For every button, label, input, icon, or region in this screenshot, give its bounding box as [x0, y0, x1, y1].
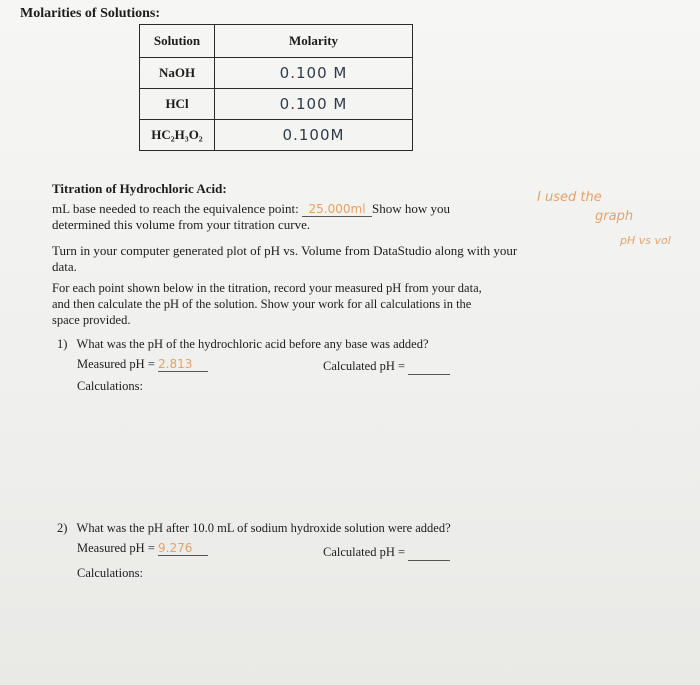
table-header-row: [140, 25, 413, 58]
determined-line: determined this volume from your titration curve.: [52, 217, 311, 232]
measured-ph-value[interactable]: 9.276: [158, 541, 208, 556]
q2-measured: [77, 541, 208, 556]
margin-note-graph: graph: [595, 209, 634, 224]
equivalence-prompt: mL base needed to reach the equivalence point:: [52, 201, 299, 216]
record-instruction-1: For each point shown below in the titration, record your measured pH from your data,: [52, 281, 482, 295]
question-number: 2): [57, 521, 68, 535]
q1-calculated: [323, 359, 450, 375]
question-text: What was the pH of the hydrochloric acid before any base was added?: [76, 337, 429, 351]
header-solution: Solution: [140, 25, 215, 58]
margin-note-used: I used the: [537, 190, 602, 205]
molarities-heading: Molarities of Solutions:: [20, 6, 160, 21]
q2-calculations-label: Calculations:: [77, 566, 143, 580]
q1-measured: [77, 357, 208, 372]
equivalence-volume-answer[interactable]: 25.000ml: [302, 202, 372, 217]
titration-title: Titration of Hydrochloric Acid:: [52, 181, 227, 196]
molarity-table: [139, 24, 413, 151]
solution-cell: HC₂H₃O₂: [140, 120, 215, 151]
question-1: [57, 337, 429, 352]
table-row: [140, 89, 413, 120]
molarity-cell[interactable]: 0.100M: [215, 120, 413, 151]
plot-instruction-1: Turn in your computer generated plot of pH vs. Volume from DataStudio along with your: [52, 243, 518, 258]
calculated-ph-label: Calculated pH =: [323, 359, 406, 373]
measured-ph-value[interactable]: 2.813: [158, 357, 208, 372]
molarity-cell[interactable]: 0.100 M: [215, 89, 413, 120]
q1-calculations-label: Calculations:: [77, 379, 143, 393]
question-number: 1): [57, 337, 68, 351]
question-text: What was the pH after 10.0 mL of sodium hydroxide solution were added?: [76, 521, 451, 535]
calculated-ph-label: Calculated pH =: [323, 545, 406, 559]
header-molarity: Molarity: [215, 25, 413, 58]
table-row: [140, 58, 413, 89]
margin-note-phvol: pH vs vol: [620, 234, 671, 247]
question-2: [57, 521, 451, 536]
equivalence-line: [52, 201, 450, 217]
solution-cell: HCl: [140, 89, 215, 120]
calculated-ph-blank[interactable]: [408, 359, 450, 375]
molarity-cell[interactable]: 0.100 M: [215, 58, 413, 89]
table-row: [140, 120, 413, 151]
calculated-ph-blank[interactable]: [408, 545, 450, 561]
show-how-text: Show how you: [372, 201, 451, 216]
q2-calculated: [323, 545, 450, 561]
plot-instruction-2: data.: [52, 259, 77, 274]
measured-ph-label: Measured pH =: [77, 357, 155, 371]
solution-cell: NaOH: [140, 58, 215, 89]
record-instruction-2: and then calculate the pH of the solution. Show your work for all calculations in the: [52, 297, 472, 311]
record-instruction-3: space provided.: [52, 313, 131, 327]
measured-ph-label: Measured pH =: [77, 541, 155, 555]
